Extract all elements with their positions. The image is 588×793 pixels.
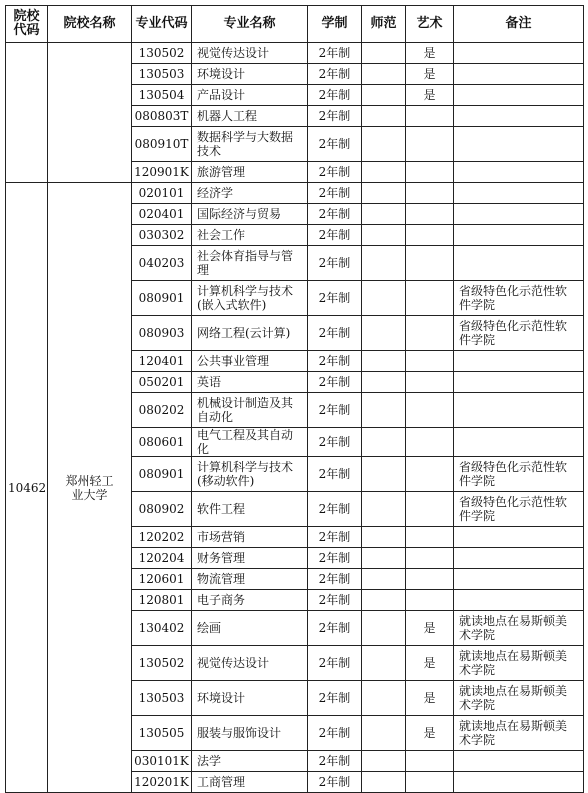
cell-duration: 2年制 [308,772,362,793]
cell-major-code: 120601 [132,569,192,590]
cell-duration: 2年制 [308,43,362,64]
cell-duration: 2年制 [308,527,362,548]
cell-major-name: 英语 [192,372,308,393]
cell-major-name: 电子商务 [192,590,308,611]
cell-major-code: 130505 [132,716,192,751]
cell-art: 是 [406,611,454,646]
cell-major-name: 旅游管理 [192,162,308,183]
cell-duration: 2年制 [308,457,362,492]
cell-note [454,772,584,793]
cell-normal [362,751,406,772]
cell-normal [362,127,406,162]
cell-duration: 2年制 [308,162,362,183]
cell-normal [362,106,406,127]
cell-duration: 2年制 [308,183,362,204]
cell-major-code: 030101K [132,751,192,772]
cell-major-code: 080901 [132,281,192,316]
cell-art: 是 [406,716,454,751]
cell-normal [362,162,406,183]
cell-art [406,457,454,492]
cell-major-code: 120901K [132,162,192,183]
cell-major-name: 软件工程 [192,492,308,527]
cell-major-name: 经济学 [192,183,308,204]
cell-major-name: 社会工作 [192,225,308,246]
cell-major-code: 050201 [132,372,192,393]
cell-duration: 2年制 [308,372,362,393]
cell-major-code: 130503 [132,64,192,85]
cell-art: 是 [406,43,454,64]
cell-major-code: 040203 [132,246,192,281]
cell-major-code: 080202 [132,393,192,428]
cell-duration: 2年制 [308,246,362,281]
cell-art [406,527,454,548]
cell-art: 是 [406,64,454,85]
cell-art [406,246,454,281]
cell-note: 就读地点在易斯顿美术学院 [454,716,584,751]
cell-note [454,127,584,162]
cell-normal [362,527,406,548]
cell-duration: 2年制 [308,681,362,716]
cell-major-code: 120204 [132,548,192,569]
cell-major-code: 030302 [132,225,192,246]
cell-art: 是 [406,85,454,106]
cell-major-code: 120202 [132,527,192,548]
cell-major-name: 财务管理 [192,548,308,569]
cell-duration: 2年制 [308,569,362,590]
cell-normal [362,492,406,527]
cell-note [454,393,584,428]
header-note: 备注 [454,6,584,43]
cell-major-name: 计算机科学与技术(移动软件) [192,457,308,492]
cell-normal [362,393,406,428]
cell-note: 省级特色化示范性软件学院 [454,316,584,351]
cell-major-name: 国际经济与贸易 [192,204,308,225]
cell-art [406,225,454,246]
cell-normal [362,281,406,316]
cell-major-name: 电气工程及其自动化 [192,428,308,457]
cell-art [406,162,454,183]
cell-art [406,316,454,351]
header-normal: 师范 [362,6,406,43]
cell-major-name: 产品设计 [192,85,308,106]
school-code [6,43,48,183]
cell-major-name: 公共事业管理 [192,351,308,372]
cell-duration: 2年制 [308,751,362,772]
cell-major-name: 环境设计 [192,681,308,716]
cell-major-code: 080902 [132,492,192,527]
cell-art [406,372,454,393]
cell-art [406,428,454,457]
cell-normal [362,204,406,225]
cell-normal [362,316,406,351]
cell-duration: 2年制 [308,590,362,611]
cell-art [406,751,454,772]
cell-art [406,772,454,793]
cell-note [454,64,584,85]
cell-duration: 2年制 [308,85,362,106]
cell-note [454,225,584,246]
cell-normal [362,85,406,106]
cell-duration: 2年制 [308,351,362,372]
cell-art [406,569,454,590]
cell-art [406,393,454,428]
table-row [6,183,584,204]
cell-note [454,106,584,127]
school-name: 郑州轻工业大学 [48,183,132,793]
cell-note: 省级特色化示范性软件学院 [454,492,584,527]
header-duration: 学制 [308,6,362,43]
cell-major-name: 服装与服饰设计 [192,716,308,751]
cell-art [406,548,454,569]
cell-major-code: 020101 [132,183,192,204]
majors-table [5,5,584,793]
cell-duration: 2年制 [308,127,362,162]
cell-duration: 2年制 [308,281,362,316]
cell-major-name: 法学 [192,751,308,772]
cell-normal [362,428,406,457]
cell-major-name: 市场营销 [192,527,308,548]
cell-note [454,246,584,281]
cell-normal [362,772,406,793]
cell-normal [362,611,406,646]
cell-normal [362,43,406,64]
cell-normal [362,246,406,281]
cell-art: 是 [406,646,454,681]
cell-major-code: 130402 [132,611,192,646]
cell-note [454,372,584,393]
cell-major-code: 130503 [132,681,192,716]
school-name [48,43,132,183]
cell-major-code: 080910T [132,127,192,162]
cell-note [454,162,584,183]
cell-normal [362,225,406,246]
header-school-name: 院校名称 [48,6,132,43]
cell-major-code: 130502 [132,43,192,64]
cell-normal [362,590,406,611]
cell-major-name: 社会体育指导与管理 [192,246,308,281]
cell-note: 就读地点在易斯顿美术学院 [454,611,584,646]
cell-major-code: 080601 [132,428,192,457]
cell-normal [362,372,406,393]
cell-note [454,428,584,457]
cell-major-code: 080903 [132,316,192,351]
cell-major-code: 080803T [132,106,192,127]
cell-normal [362,64,406,85]
header-school-code: 院校代码 [6,6,48,43]
cell-major-name: 数据科学与大数据技术 [192,127,308,162]
cell-art [406,204,454,225]
header-major-code: 专业代码 [132,6,192,43]
cell-duration: 2年制 [308,225,362,246]
cell-duration: 2年制 [308,646,362,681]
cell-major-name: 绘画 [192,611,308,646]
cell-duration: 2年制 [308,393,362,428]
cell-note [454,569,584,590]
cell-major-code: 080901 [132,457,192,492]
cell-duration: 2年制 [308,611,362,646]
cell-note: 就读地点在易斯顿美术学院 [454,646,584,681]
cell-duration: 2年制 [308,204,362,225]
cell-normal [362,351,406,372]
cell-normal [362,457,406,492]
cell-duration: 2年制 [308,492,362,527]
school-code: 10462 [6,183,48,793]
cell-art [406,590,454,611]
cell-normal [362,716,406,751]
cell-note: 就读地点在易斯顿美术学院 [454,681,584,716]
cell-note [454,43,584,64]
cell-major-name: 计算机科学与技术(嵌入式软件) [192,281,308,316]
header-art: 艺术 [406,6,454,43]
cell-note [454,751,584,772]
cell-normal [362,646,406,681]
cell-major-name: 视觉传达设计 [192,646,308,681]
cell-normal [362,183,406,204]
cell-note [454,204,584,225]
cell-major-name: 机器人工程 [192,106,308,127]
cell-note [454,351,584,372]
header-major-name: 专业名称 [192,6,308,43]
cell-duration: 2年制 [308,316,362,351]
cell-duration: 2年制 [308,106,362,127]
cell-art [406,127,454,162]
cell-major-code: 130504 [132,85,192,106]
cell-art [406,106,454,127]
cell-note: 省级特色化示范性软件学院 [454,457,584,492]
cell-art: 是 [406,681,454,716]
cell-duration: 2年制 [308,548,362,569]
cell-duration: 2年制 [308,428,362,457]
cell-major-name: 物流管理 [192,569,308,590]
cell-major-code: 130502 [132,646,192,681]
cell-major-code: 120201K [132,772,192,793]
cell-art [406,183,454,204]
table-row [6,43,584,64]
cell-note [454,85,584,106]
cell-note [454,590,584,611]
cell-major-name: 环境设计 [192,64,308,85]
cell-major-name: 机械设计制造及其自动化 [192,393,308,428]
cell-note [454,183,584,204]
cell-major-code: 020401 [132,204,192,225]
cell-art [406,351,454,372]
cell-note [454,527,584,548]
cell-duration: 2年制 [308,64,362,85]
header-row [6,6,584,43]
cell-major-code: 120401 [132,351,192,372]
cell-art [406,281,454,316]
cell-major-name: 工商管理 [192,772,308,793]
cell-major-code: 120801 [132,590,192,611]
cell-duration: 2年制 [308,716,362,751]
cell-normal [362,681,406,716]
cell-note [454,548,584,569]
cell-normal [362,569,406,590]
cell-normal [362,548,406,569]
cell-major-name: 网络工程(云计算) [192,316,308,351]
cell-art [406,492,454,527]
cell-major-name: 视觉传达设计 [192,43,308,64]
cell-note: 省级特色化示范性软件学院 [454,281,584,316]
